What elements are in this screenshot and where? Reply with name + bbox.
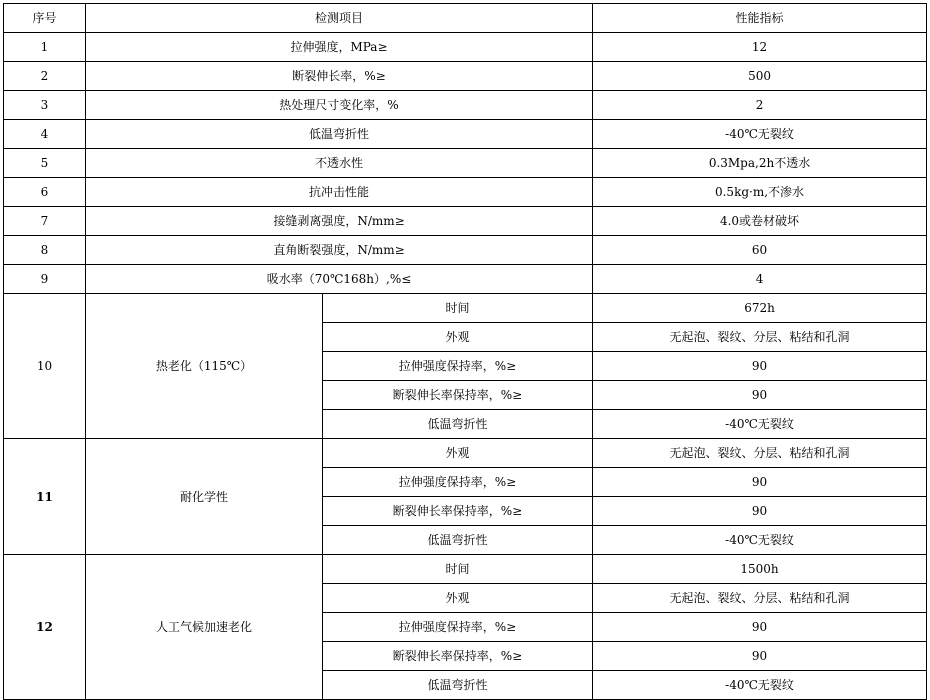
row-no: 5	[4, 149, 86, 178]
row-no: 8	[4, 236, 86, 265]
table-row	[4, 265, 927, 294]
sub-spec: 无起泡、裂纹、分层、粘结和孔洞	[593, 323, 927, 352]
sub-spec: -40℃无裂纹	[593, 526, 927, 555]
sub-spec: 90	[593, 381, 927, 410]
sub-spec: 90	[593, 642, 927, 671]
row-item: 拉伸强度，MPa≥	[86, 33, 593, 62]
table-row	[4, 294, 927, 323]
row-no: 6	[4, 178, 86, 207]
group-no: 10	[4, 294, 86, 439]
group-no: 12	[4, 555, 86, 700]
group-item: 热老化（115℃）	[86, 294, 323, 439]
sub-spec: 90	[593, 352, 927, 381]
sub-item: 低温弯折性	[323, 410, 593, 439]
sub-spec: 无起泡、裂纹、分层、粘结和孔洞	[593, 439, 927, 468]
row-item: 断裂伸长率，%≥	[86, 62, 593, 91]
row-spec: 500	[593, 62, 927, 91]
sub-item: 拉伸强度保持率，%≥	[323, 613, 593, 642]
row-spec: -40℃无裂纹	[593, 120, 927, 149]
table-row	[4, 178, 927, 207]
sub-spec: 90	[593, 497, 927, 526]
sub-item: 断裂伸长率保持率，%≥	[323, 642, 593, 671]
group-item: 人工气候加速老化	[86, 555, 323, 700]
table-row	[4, 62, 927, 91]
sub-spec: 1500h	[593, 555, 927, 584]
sub-spec: 90	[593, 468, 927, 497]
row-item: 吸水率（70℃168h）,%≤	[86, 265, 593, 294]
row-no: 4	[4, 120, 86, 149]
table-row	[4, 33, 927, 62]
header-no: 序号	[4, 4, 86, 33]
sub-item: 拉伸强度保持率，%≥	[323, 468, 593, 497]
header-row	[4, 4, 927, 33]
sub-spec: -40℃无裂纹	[593, 671, 927, 700]
sub-item: 外观	[323, 439, 593, 468]
sub-item: 断裂伸长率保持率，%≥	[323, 497, 593, 526]
sub-item: 外观	[323, 584, 593, 613]
spec-table	[3, 3, 927, 700]
group-no: 11	[4, 439, 86, 555]
row-no: 7	[4, 207, 86, 236]
header-spec: 性能指标	[593, 4, 927, 33]
sub-spec: 672h	[593, 294, 927, 323]
sub-item: 低温弯折性	[323, 671, 593, 700]
table-row	[4, 91, 927, 120]
table-row	[4, 149, 927, 178]
row-spec: 12	[593, 33, 927, 62]
table-row	[4, 236, 927, 265]
group-item: 耐化学性	[86, 439, 323, 555]
row-no: 3	[4, 91, 86, 120]
row-item: 接缝剥离强度，N/mm≥	[86, 207, 593, 236]
row-no: 1	[4, 33, 86, 62]
row-item: 热处理尺寸变化率，%	[86, 91, 593, 120]
row-spec: 0.5kg·m,不渗水	[593, 178, 927, 207]
row-spec: 0.3Mpa,2h不透水	[593, 149, 927, 178]
sub-item: 低温弯折性	[323, 526, 593, 555]
row-item: 抗冲击性能	[86, 178, 593, 207]
row-item: 直角断裂强度，N/mm≥	[86, 236, 593, 265]
sub-spec: -40℃无裂纹	[593, 410, 927, 439]
table-row	[4, 555, 927, 584]
row-spec: 4.0或卷材破坏	[593, 207, 927, 236]
sub-spec: 90	[593, 613, 927, 642]
table-row	[4, 439, 927, 468]
row-no: 9	[4, 265, 86, 294]
table-row	[4, 120, 927, 149]
row-no: 2	[4, 62, 86, 91]
sub-item: 时间	[323, 294, 593, 323]
row-spec: 60	[593, 236, 927, 265]
header-item: 检测项目	[86, 4, 593, 33]
sub-spec: 无起泡、裂纹、分层、粘结和孔洞	[593, 584, 927, 613]
sub-item: 拉伸强度保持率，%≥	[323, 352, 593, 381]
row-item: 不透水性	[86, 149, 593, 178]
sub-item: 外观	[323, 323, 593, 352]
sub-item: 断裂伸长率保持率，%≥	[323, 381, 593, 410]
sub-item: 时间	[323, 555, 593, 584]
row-item: 低温弯折性	[86, 120, 593, 149]
row-spec: 2	[593, 91, 927, 120]
table-row	[4, 207, 927, 236]
row-spec: 4	[593, 265, 927, 294]
